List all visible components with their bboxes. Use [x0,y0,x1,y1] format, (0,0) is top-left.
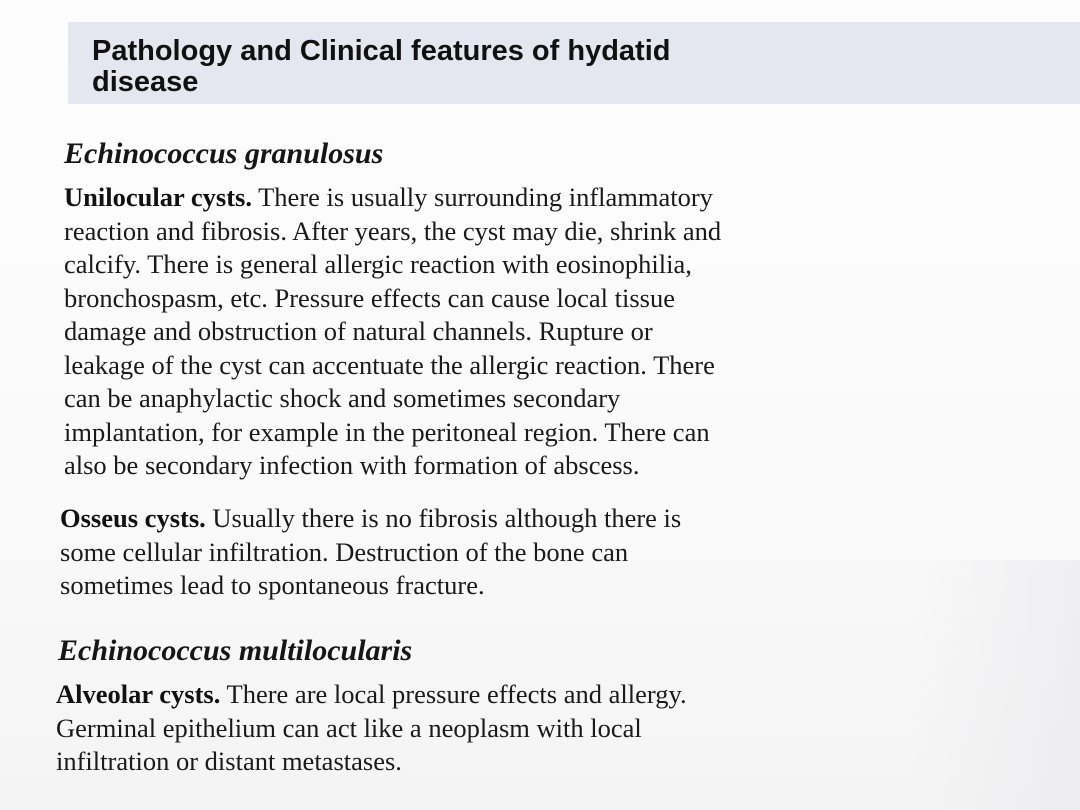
paragraph-line: also be secondary infection with formation of abscess. [64,450,640,480]
paragraph-line [60,502,681,536]
paragraph-line: leakage of the cyst can accentuate the allergic reaction. There [64,349,715,380]
section-heading-multilocularis: Echinococcus multilocularis [58,634,413,667]
paragraph-alveolar-cysts [56,678,687,779]
paragraph-unilocular-cysts [64,181,721,483]
paragraph-line: damage and obstruction of natural channels. Rupture or [64,316,653,346]
page-title [92,36,992,98]
paragraph-lead: Osseus cysts. [60,503,206,533]
paragraph-line: sometimes lead to spontaneous fracture. [60,570,485,600]
section-heading-granulosus: Echinococcus granulosus [64,137,384,170]
paragraph-line: some cellular infiltration. Destruction of the bone can [60,536,629,567]
page-title-line: Pathology and Clinical features of hydatid [92,35,671,67]
paragraph-line [64,181,721,215]
paragraph-text: There is usually surrounding inflammatory [251,182,713,212]
paragraph-line: can be anaphylactic shock and sometimes secondary [64,383,621,413]
paragraph-line: implantation, for example in the peritoneal region. There can [64,416,710,447]
paragraph-text: Usually there is no fibrosis although there is [205,503,682,533]
paragraph-line: infiltration or distant metastases. [56,746,402,776]
page-title-line: disease [92,66,199,98]
paragraph-line [56,678,687,712]
paragraph-line: Germinal epithelium can act like a neoplasm with local [56,712,642,743]
paragraph-lead: Alveolar cysts. [56,679,221,709]
paragraph-text: There are local pressure effects and allergy. [220,679,687,709]
page-shadow [910,560,1080,810]
paragraph-line: reaction and fibrosis. After years, the cyst may die, shrink and [64,215,722,246]
paragraph-line: bronchospasm, etc. Pressure effects can cause local tissue [64,282,676,313]
paragraph-lead: Unilocular cysts. [64,182,252,212]
paragraph-line: calcify. There is general allergic reaction with eosinophilia, [64,249,692,279]
paragraph-osseus-cysts [60,502,681,603]
